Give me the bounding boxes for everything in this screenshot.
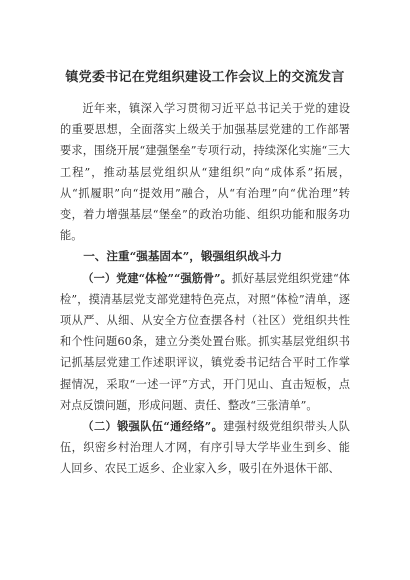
item-paragraph-2 — [60, 416, 350, 480]
intro-paragraph: 近年来，镇深入学习贯彻习近平总书记关于党的建设的重要思想，全面落实上级关于加强基层党建的工作部署要求，围绕开展“建强堡垒”专项行动，持续深化实施“三大工程”，推动基层党组织从“建组织”向“成体系”拓展，从“抓履职”向“提效用”融合，从“有治理”向“优治理”转变，着力增强基层“堡垒”的政治功能、组织功能和服务功能。 — [60, 102, 350, 243]
document-title: 镇党委书记在党组织建设工作会议上的交流发言 — [65, 70, 345, 85]
item-body-2: 建强村级党组织带头人队伍，织密乡村治理人才网，有序引导大学毕业生到乡、能人回乡、农民工返乡、企业家入乡，吸引在外退休干部、 — [60, 420, 350, 476]
item-lead-2: （二）锻强队伍“通经络”。 — [82, 419, 224, 434]
item-lead-1: （一）党建“体检”“强筋骨”。 — [82, 270, 232, 285]
section-heading: 一、注重“强基固本”，锻强组织战斗力 — [83, 249, 283, 264]
item-body-1: 抓好基层党组织党建“体检”，摸清基层党支部党建特色亮点，对照“体检”清单，逐项从严、从细、从安全方位查摆各村（社区）党组织共性和个性问题60条，建立分类处置台账。抓实基层党组织书记抓基层党建工作述职评议，镇党委书记结合平时工作掌握情况，采取“一述一评”方式，开门见山、直击短板，点对点反馈问题，形成问题、责任、整改“三张清单”。 — [60, 271, 350, 412]
item-paragraph-1 — [60, 268, 350, 416]
